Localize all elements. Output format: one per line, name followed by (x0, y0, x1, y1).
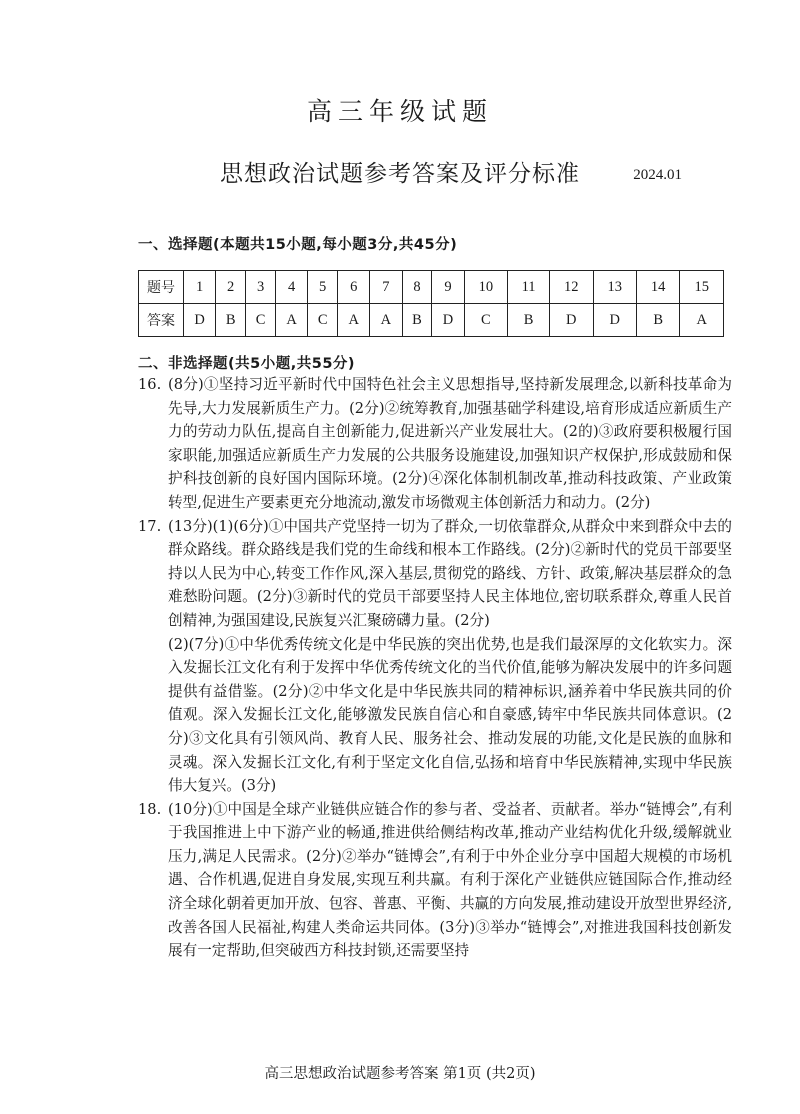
answer-cell: C (464, 304, 507, 337)
row-label-answer: 答案 (139, 304, 184, 337)
question-number-cell: 5 (308, 271, 338, 304)
answer-cell: B (216, 304, 246, 337)
answer-cell: A (338, 304, 370, 337)
answer-body (138, 373, 732, 963)
section-heading-multiple-choice: 一、选择题(本题共15小题,每小题3分,共45分) (138, 237, 458, 253)
answer-cell: D (550, 304, 593, 337)
question-number: 18. (138, 800, 162, 818)
answer-cell: D (593, 304, 636, 337)
answer-row (139, 304, 724, 337)
question-number-row (139, 271, 724, 304)
answer-cell: B (402, 304, 432, 337)
question-number-cell: 3 (246, 271, 276, 304)
answer-cell: B (508, 304, 550, 337)
answer-cell: D (184, 304, 216, 337)
answer-cell: D (432, 304, 464, 337)
question-18 (138, 798, 732, 963)
question-number-cell: 14 (636, 271, 679, 304)
exam-date: 2024.01 (633, 167, 682, 183)
question-16 (138, 373, 732, 515)
question-number-cell: 15 (680, 271, 724, 304)
question-number-cell: 2 (216, 271, 246, 304)
answer-cell: C (308, 304, 338, 337)
section-heading-free-response: 二、非选择题(共5小题,共55分) (138, 356, 356, 372)
row-label-number: 题号 (139, 271, 184, 304)
answer-cell: A (276, 304, 308, 337)
question-17 (138, 515, 732, 633)
question-answer-text: (13分)(1)(6分)①中国共产党坚持一切为了群众,一切依靠群众,从群众中来到群众中去的群众路线。群众路线是我们党的生命线和根本工作路线。(2分)②新时代的党员干部要坚持以人民为中心,转变工作作风,深入基层,贯彻党的路线、方针、政策,解决基层群众的急难愁盼问题。(2分)③新时代的党员干部要坚持人民主体地位,密切联系群众,尊重人民首创精神,为强国建设,民族复兴汇聚磅礴力量。(2分) (168, 517, 732, 629)
question-number: 16. (138, 376, 162, 393)
question-number-cell: 11 (508, 271, 550, 304)
page-footer: 高三思想政治试题参考答案 第1页 (共2页) (264, 1066, 536, 1082)
page-subtitle: 思想政治试题参考答案及评分标准 (220, 161, 580, 187)
page-title: 高三年级试题 (306, 97, 493, 126)
question-number-cell: 8 (402, 271, 432, 304)
question-number: 17. (138, 517, 162, 535)
question-number-cell: 7 (370, 271, 402, 304)
answer-table (138, 270, 724, 337)
question-number-cell: 9 (432, 271, 464, 304)
answer-cell: A (680, 304, 724, 337)
question-answer-text: (8分)①坚持习近平新时代中国特色社会主义思想指导,坚持新发展理念,以新科技革命为先导,大力发展新质生产力。(2分)②统筹教育,加强基础学科建设,培育形成适应新质生产力的劳动力队伍,提高自主创新能力,促进新兴产业发展壮大。(2的)③政府要积极履行国家职能,加强适应新质生产力发展的公共服务设施建设,加强知识产权保护,形成鼓励和保护科技创新的良好国内国际环境。(2分)④深化体制机制改革,推动科技政策、产业政策转型,促进生产要素更充分地流动,激发市场微观主体创新活力和动力。(2分) (168, 376, 732, 511)
question-number-cell: 12 (550, 271, 593, 304)
question-number-cell: 6 (338, 271, 370, 304)
question-number-cell: 1 (184, 271, 216, 304)
question-answer-text: (10分)①中国是全球产业链供应链合作的参与者、受益者、贡献者。举办“链博会”,有利于我国推进上中下游产业的畅通,推进供给侧结构改革,推动产业结构优化升级,缓解就业压力,满足人民需求。(2分)②举办“链博会”,有利于中外企业分享中国超大规模的市场机遇、合作机遇,促进自身发展,实现互利共赢。有利于深化产业链供应链国际合作,推动经济全球化朝着更加开放、包容、普惠、平衡、共赢的方向发展,推动建设开放型世界经济,改善各国人民福祉,构建人类命运共同体。(3分)③举办“链博会”,对推进我国科技创新发展有一定帮助,但突破西方科技封锁,还需要坚持 (168, 800, 732, 960)
answer-cell: B (636, 304, 679, 337)
question-number-cell: 10 (464, 271, 507, 304)
answer-cell: A (370, 304, 402, 337)
question-number-cell: 13 (593, 271, 636, 304)
question-17-part-2: (2)(7分)①中华优秀传统文化是中华民族的突出优势,也是我们最深厚的文化软实力。深入发掘长江文化有利于发挥中华优秀传统文化的当代价值,能够为解决发展中的许多问题提供有益借鉴。(2分)②中华文化是中华民族共同的精神标识,涵养着中华民族共同的价值观。深入发掘长江文化,能够激发民族自信心和自豪感,铸牢中华民族共同体意识。(2分)③文化具有引领风尚、教育人民、服务社会、推动发展的功能,文化是民族的血脉和灵魂。深入发掘长江文化,有利于坚定文化自信,弘扬和培育中华民族精神,实现中华民族伟大复兴。(3分) (168, 635, 732, 795)
answer-cell: C (246, 304, 276, 337)
question-number-cell: 4 (276, 271, 308, 304)
